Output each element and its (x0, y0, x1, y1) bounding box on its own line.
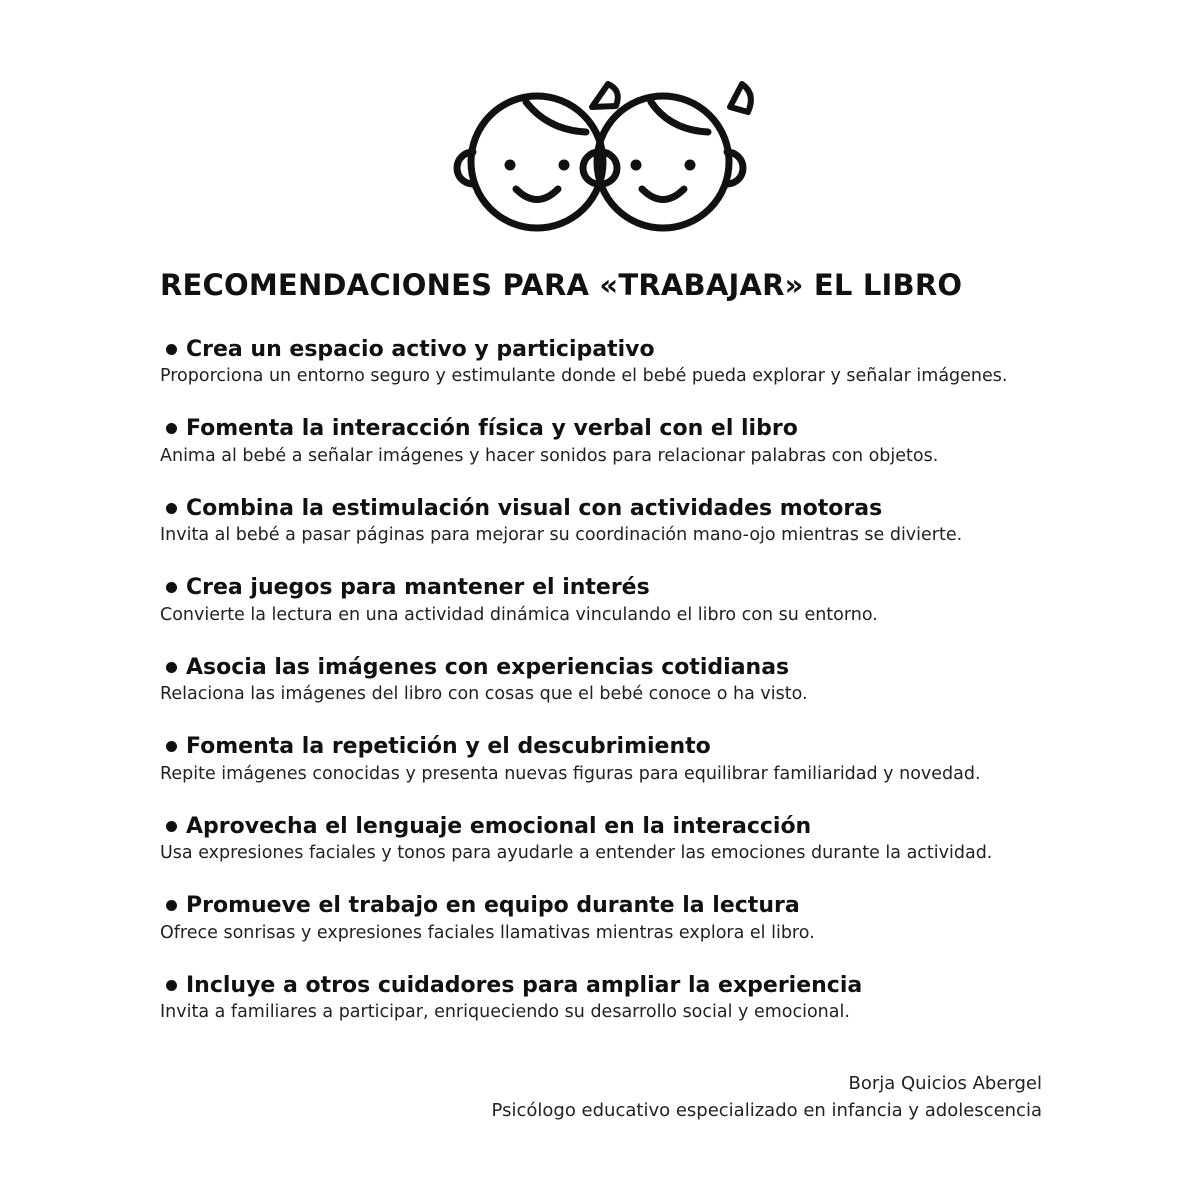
list-item (160, 731, 1060, 811)
page-title: RECOMENDACIONES PARA «TRABAJAR» EL LIBRO (160, 268, 963, 302)
recommendation-heading (160, 731, 1060, 763)
recommendation-heading (160, 333, 1060, 365)
list-item (160, 413, 1060, 493)
boy-face-icon (457, 96, 617, 228)
bullet-icon (166, 582, 177, 593)
author-signature (492, 1070, 1042, 1124)
recommendation-heading (160, 810, 1060, 842)
two-children-faces-icon (440, 72, 760, 242)
bullet-icon (166, 741, 177, 752)
bullet-icon (166, 344, 177, 355)
list-item (160, 651, 1060, 731)
recommendation-description: Relaciona las imágenes del libro con cosas que el bebé conoce o ha visto. (160, 684, 808, 704)
recommendation-heading-text: Fomenta la interacción física y verbal con el libro (186, 416, 798, 441)
recommendation-description: Repite imágenes conocidas y presenta nuevas figuras para equilibrar familiaridad y novedad. (160, 763, 981, 784)
recommendation-heading-text: Combina la estimulación visual con actividades motoras (186, 495, 883, 521)
recommendation-heading-text: Crea juegos para mantener el interés (186, 575, 650, 600)
bullet-icon (166, 980, 177, 991)
recommendation-heading (160, 890, 1060, 922)
recommendation-description: Invita a familiares a participar, enriqueciendo su desarrollo social y emocional. (160, 1002, 850, 1022)
recommendation-description: Proporciona un entorno seguro y estimulante donde el bebé pueda explorar y señalar imágenes. (160, 366, 1008, 386)
list-item (160, 572, 1060, 652)
recommendation-heading (160, 572, 1060, 604)
bullet-icon (166, 900, 177, 911)
recommendation-heading-text: Promueve el trabajo en equipo durante la lectura (186, 893, 800, 918)
list-item (160, 492, 1060, 572)
list-item (160, 810, 1060, 890)
list-item (160, 890, 1060, 970)
recommendation-description: Invita al bebé a pasar páginas para mejorar su coordinación mano-ojo mientras se divierte. (160, 525, 963, 545)
list-item (160, 333, 1060, 413)
recommendation-heading (160, 413, 1060, 445)
recommendation-heading (160, 969, 1060, 1001)
recommendation-description: Usa expresiones faciales y tonos para ayudarle a entender las emociones durante la actividad. (160, 843, 993, 863)
recommendation-heading (160, 651, 1060, 683)
recommendation-heading-text: Crea un espacio activo y participativo (186, 336, 655, 362)
recommendation-heading-text: Asocia las imágenes con experiencias cotidianas (186, 654, 790, 680)
list-item (160, 969, 1060, 1049)
recommendation-description: Ofrece sonrisas y expresiones faciales llamativas mientras explora el libro. (160, 922, 815, 943)
recommendation-description: Convierte la lectura en una actividad dinámica vinculando el libro con su entorno. (160, 604, 878, 625)
recommendation-description: Anima al bebé a señalar imágenes y hacer sonidos para relacionar palabras con objetos. (160, 445, 939, 466)
bullet-icon (166, 662, 177, 673)
recommendation-heading-text: Aprovecha el lenguaje emocional en la interacción (186, 813, 812, 839)
author-role: Psicólogo educativo especializado en infancia y adolescencia (491, 1100, 1042, 1121)
recommendation-heading-text: Incluye a otros cuidadores para ampliar la experiencia (186, 972, 863, 998)
author-name: Borja Quicios Abergel (848, 1073, 1042, 1094)
recommendations-list (160, 333, 1060, 1049)
bullet-icon (166, 423, 177, 434)
recommendation-heading-text: Fomenta la repetición y el descubrimiento (186, 734, 711, 759)
bullet-icon (166, 503, 177, 514)
recommendation-heading (160, 492, 1060, 524)
bullet-icon (166, 821, 177, 832)
